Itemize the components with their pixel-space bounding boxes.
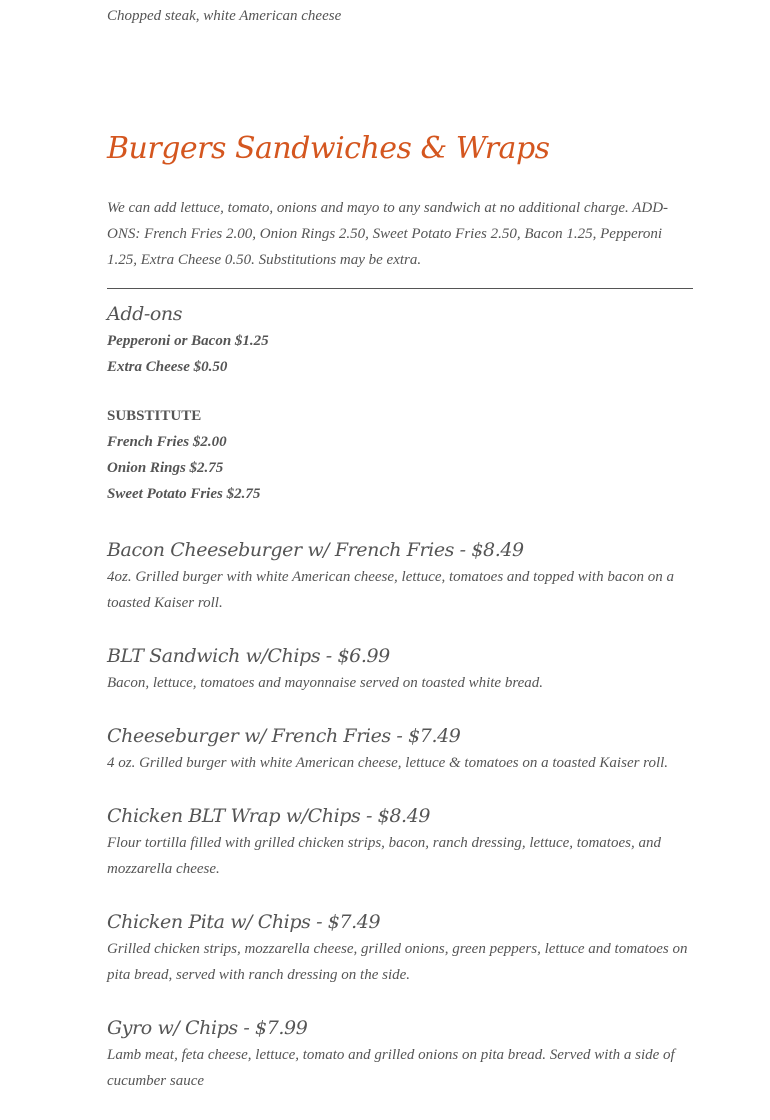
menu-item-description: 4 oz. Grilled burger with white American cheese, lettuce & tomatoes on a toasted Kaiser roll. (107, 755, 669, 771)
menu-item-title: Chicken Pita w/ Chips - $7.49 (107, 911, 381, 933)
menu-item-title: BLT Sandwich w/Chips - $6.99 (107, 645, 390, 667)
previous-item-description: Chopped steak, white American cheese (107, 8, 342, 24)
section-divider (107, 288, 693, 289)
menu-item-description: Bacon, lettuce, tomatoes and mayonnaise served on toasted white bread. (107, 675, 544, 691)
addons-title: Add-ons (107, 303, 183, 325)
menu-item (107, 802, 693, 882)
addons-block (107, 300, 269, 507)
section-title: Burgers Sandwiches & Wraps (107, 131, 550, 166)
menu-item (107, 908, 693, 988)
menu-item (107, 642, 693, 696)
menu-item (107, 722, 693, 776)
menu-item (107, 1014, 693, 1094)
menu-item-title: Cheeseburger w/ French Fries - $7.49 (107, 725, 461, 747)
menu-items-list (107, 536, 693, 1120)
substitute-item: French Fries $2.00 (107, 434, 227, 450)
substitute-item: Sweet Potato Fries $2.75 (107, 486, 261, 502)
menu-item-description: Lamb meat, feta cheese, lettuce, tomato and grilled onions on pita bread. Served with a side of cucumber sauce (107, 1047, 675, 1089)
substitute-label: SUBSTITUTE (107, 408, 202, 424)
menu-item-description: Flour tortilla filled with grilled chicken strips, bacon, ranch dressing, lettuce, tomatoes, and mozzarella cheese. (107, 835, 661, 877)
substitute-item: Onion Rings $2.75 (107, 460, 224, 476)
menu-item-title: Chicken BLT Wrap w/Chips - $8.49 (107, 805, 431, 827)
addon-item: Pepperoni or Bacon $1.25 (107, 333, 269, 349)
menu-item-description: 4oz. Grilled burger with white American cheese, lettuce, tomatoes and topped with bacon on a toasted Kaiser roll. (107, 569, 675, 611)
menu-item (107, 536, 693, 616)
menu-item-description: Grilled chicken strips, mozzarella cheese, grilled onions, green peppers, lettuce and tomatoes on pita bread, served with ranch dressing on the side. (107, 941, 688, 983)
menu-item-title: Bacon Cheeseburger w/ French Fries - $8.49 (107, 539, 524, 561)
section-intro: We can add lettuce, tomato, onions and mayo to any sandwich at no additional charge. ADD-ONS: French Fries 2.00, Onion Rings 2.50, Sweet Potato Fries 2.50, Bacon 1.25, Pepperoni 1.25, Extra Cheese 0.50. Substitutions may be extra. (107, 200, 669, 268)
addon-item: Extra Cheese $0.50 (107, 359, 228, 375)
menu-item-title: Gyro w/ Chips - $7.99 (107, 1017, 308, 1039)
